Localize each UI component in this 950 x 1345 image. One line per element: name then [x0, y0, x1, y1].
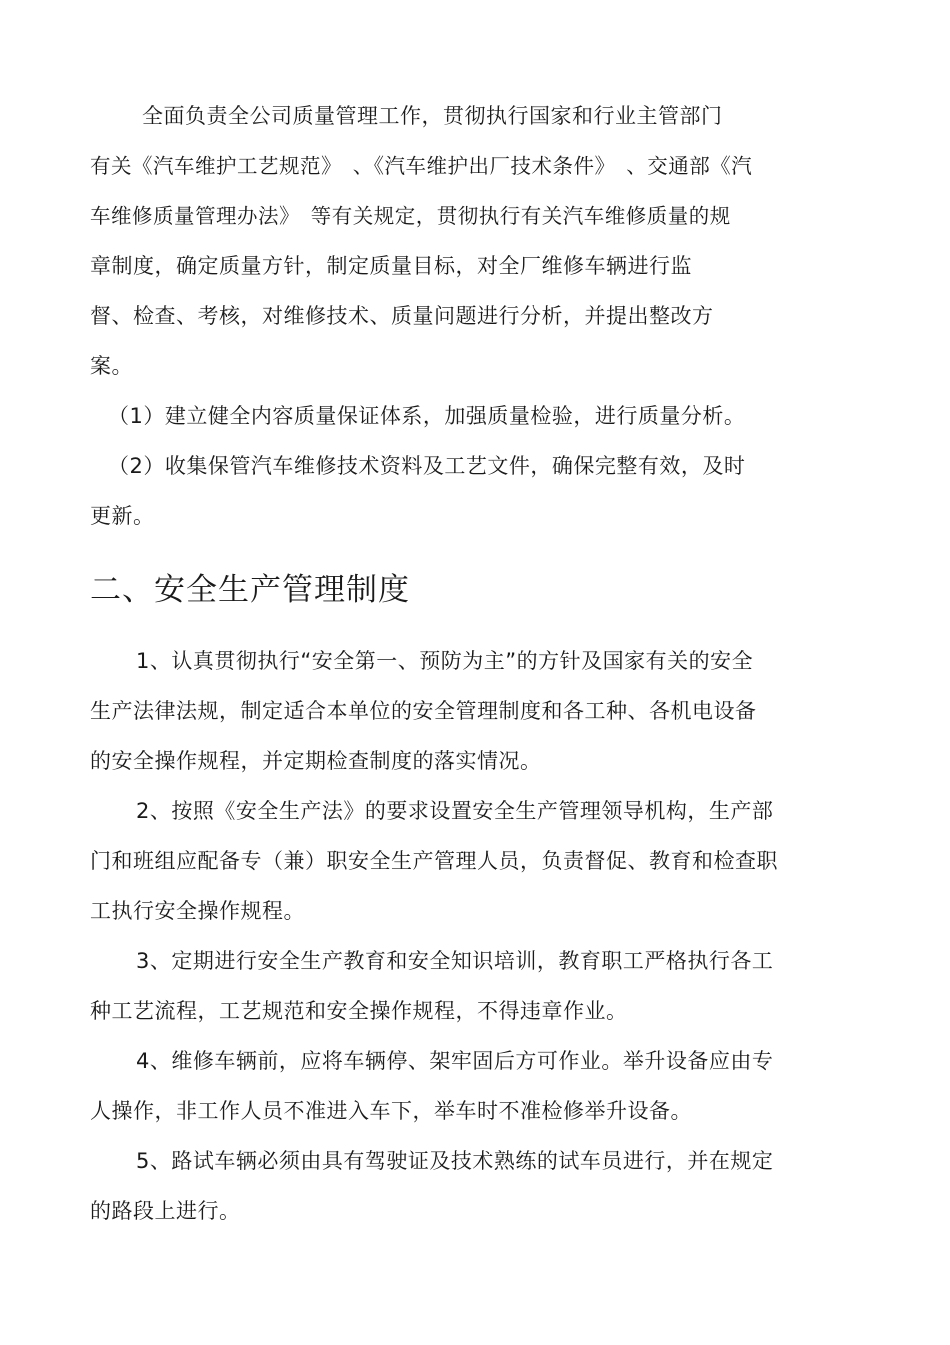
- list-item-2: （2）收集保管汽车维修技术资料及工艺文件，确保完整有效，及时: [108, 454, 746, 478]
- paragraph-line: 5、路试车辆必须由具有驾驶证及技术熟练的试车员进行，并在规定: [136, 1149, 774, 1173]
- paragraph-line: 3、定期进行安全生产教育和安全知识培训，教育职工严格执行各工: [136, 949, 774, 973]
- paragraph-line: 的路段上进行。: [90, 1199, 241, 1223]
- paragraph-line: 1、认真贯彻执行“安全第一、预防为主”的方针及国家有关的安全: [136, 649, 754, 673]
- paragraph-line: 的安全操作规程，并定期检查制度的落实情况。: [90, 749, 542, 773]
- paragraph-line: 4、维修车辆前，应将车辆停、架牢固后方可作业。举升设备应由专: [136, 1049, 774, 1073]
- list-item-1: （1）建立健全内容质量保证体系，加强质量检验，进行质量分析。: [108, 404, 746, 428]
- paragraph-line: 工执行安全操作规程。: [90, 899, 305, 923]
- paragraph-line: 有关《汽车维护工艺规范》 、《汽车维护出厂技术条件》 、交通部《汽: [90, 154, 753, 178]
- paragraph-line: 门和班组应配备专（兼）职安全生产管理人员，负责督促、教育和检查职: [90, 849, 778, 873]
- paragraph-line: 种工艺流程，工艺规范和安全操作规程，不得违章作业。: [90, 999, 628, 1023]
- paragraph-line: 全面负责全公司质量管理工作，贯彻执行国家和行业主管部门: [142, 104, 723, 128]
- paragraph-line: 章制度，确定质量方针，制定质量目标，对全厂维修车辆进行监: [90, 254, 692, 278]
- section-heading: 二、安全生产管理制度: [90, 572, 410, 608]
- paragraph-line: 人操作，非工作人员不准进入车下，举车时不准检修举升设备。: [90, 1099, 692, 1123]
- paragraph-line: 案。: [90, 354, 133, 378]
- paragraph-line: 2、按照《安全生产法》的要求设置安全生产管理领导机构，生产部: [136, 799, 774, 823]
- paragraph-line: 生产法律法规，制定适合本单位的安全管理制度和各工种、各机电设备: [90, 699, 757, 723]
- paragraph-line: 更新。: [90, 504, 155, 528]
- paragraph-line: 车维修质量管理办法》 等有关规定，贯彻执行有关汽车维修质量的规: [90, 204, 731, 228]
- paragraph-line: 督、检查、考核，对维修技术、质量问题进行分析，并提出整改方: [90, 304, 714, 328]
